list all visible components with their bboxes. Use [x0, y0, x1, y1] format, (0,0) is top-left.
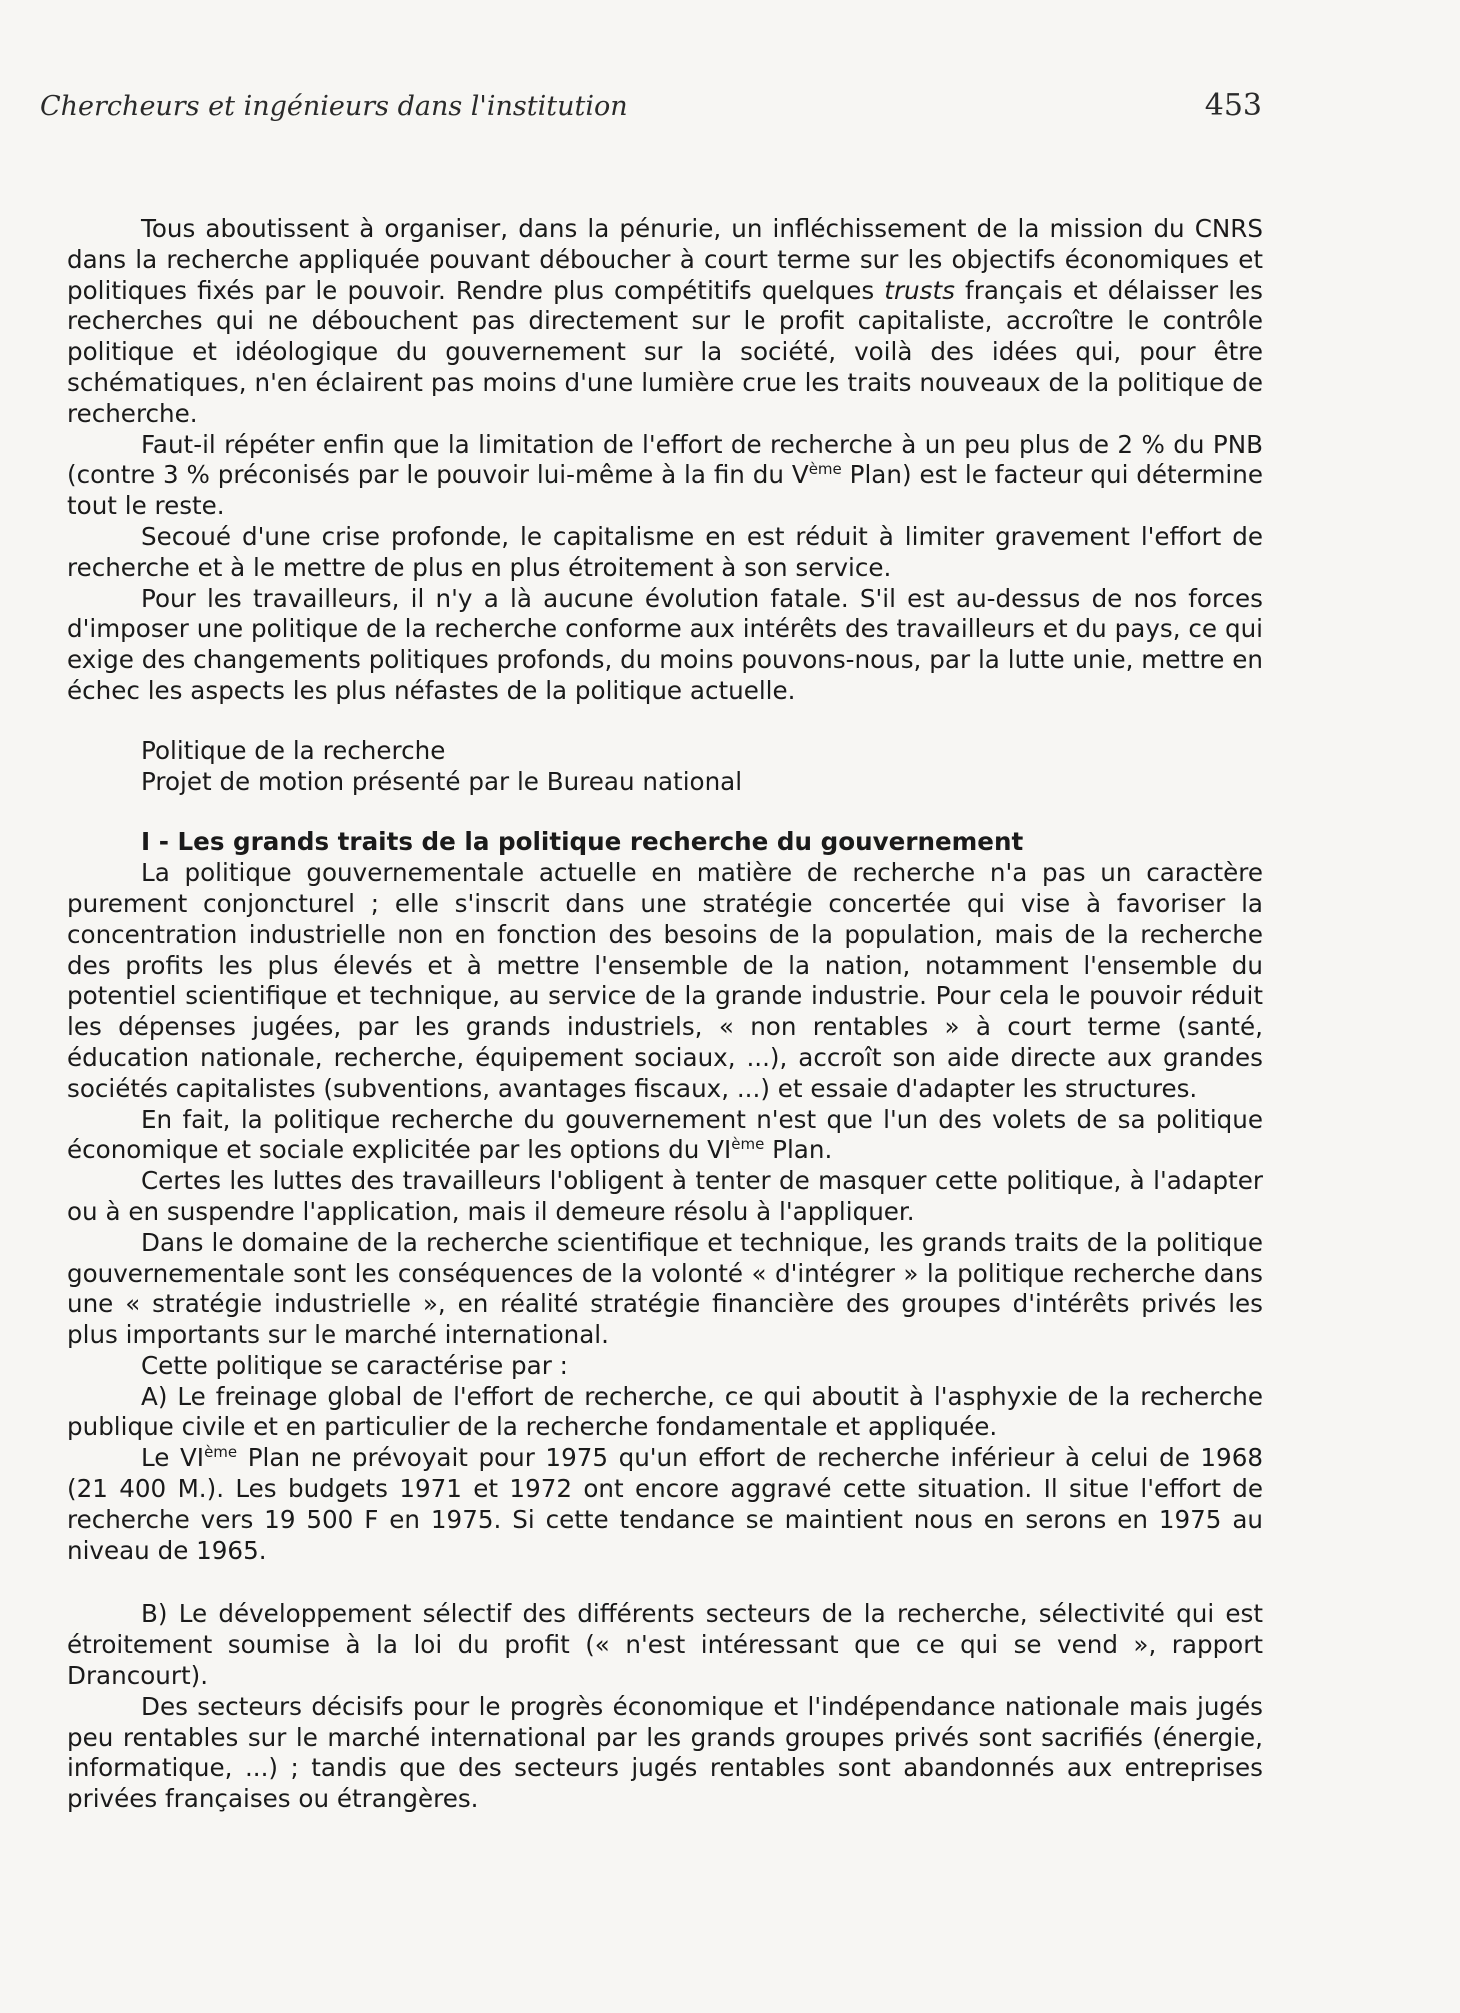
motion-title: Politique de la recherche: [141, 735, 446, 765]
paragraph: La politique gouvernementale actuelle en matière de recherche n'a pas un caractère purement conjoncturel ; elle s'inscrit dans une stratégie concertée qui vise à favoriser la concentration industrielle non en fonction des besoins de la population, mais de la recherche des profits les plus élevés et à mettre l'ensemble de la nation, notamment l'ensemble du potentiel scientifique et technique, au service de la grande industrie. Pour cela le pouvoir réduit les dépenses jugées, par les grands industriels, « non rentables » à court terme (santé, éducation nationale, recherche, équipement sociaux, ...), accroît son aide directe aux grandes sociétés capitalistes (subventions, avantages fiscaux, ...) et essaie d'adapter les structures.: [67, 858, 1263, 1103]
paragraph: B) Le développement sélectif des différents secteurs de la recherche, sélectivité qui est étroitement soumise à la loi du profit (« n'est intéressant que ce qui se vend », rapport Drancourt).: [67, 1599, 1263, 1691]
superscript: ème: [731, 1135, 765, 1154]
paragraph: [67, 1105, 1263, 1167]
paragraph: [67, 430, 1263, 522]
text-run: En fait, la politique recherche du gouvernement n'est que l'un des volets de sa politique économique et sociale explicitée par les options du VI: [67, 1104, 1263, 1165]
body-text: [67, 214, 1263, 1815]
paragraph: Pour les travailleurs, il n'y a là aucune évolution fatale. S'il est au-dessus de nos forces d'imposer une politique de la recherche conforme aux intérêts des travailleurs et du pays, ce qui exige des changements politiques profonds, du moins pouvons-nous, par la lutte unie, mettre en échec les aspects les plus néfastes de la politique actuelle.: [67, 583, 1263, 705]
paragraph: Certes les luttes des travailleurs l'obligent à tenter de masquer cette politique, à l'adapter ou à en suspendre l'application, mais il demeure résolu à l'appliquer.: [67, 1166, 1263, 1226]
superscript: ème: [204, 1443, 238, 1462]
motion-subtitle: Projet de motion présenté par le Bureau national: [141, 766, 743, 796]
running-title: Chercheurs et ingénieurs dans l'institution: [40, 91, 628, 122]
text-run: Plan) est le facteur qui détermine tout le reste.: [67, 460, 1263, 521]
text-run: Plan.: [764, 1135, 833, 1165]
text-run: Tous aboutissent à organiser, dans la pénurie, un infléchissement de la mission du CNRS dans la recherche appliquée pouvant déboucher à court terme sur les objectifs économiques et politiques fixés par le pouvoir. Rendre plus compétitifs quelques: [67, 214, 1263, 305]
paragraph: [67, 214, 1263, 430]
text-run: Plan ne prévoyait pour 1975 qu'un effort de recherche inférieur à celui de 1968 (21 400 M.). Les budgets 1971 et 1972 ont encore aggravé cette situation. Il situe l'effort de recherche vers 19 500 F en 1975. Si cette tendance se maintient nous en serons en 1975 au niveau de 1965.: [67, 1443, 1264, 1565]
paragraph: Cette politique se caractérise par :: [141, 1350, 568, 1380]
page-number: 453: [1204, 88, 1262, 123]
paragraph: Secoué d'une crise profonde, le capitalisme en est réduit à limiter gravement l'effort de recherche et à le mettre de plus en plus étroitement à son service.: [67, 521, 1263, 582]
superscript: ème: [808, 460, 842, 479]
running-head: [40, 88, 1262, 123]
text-run: Le VI: [141, 1443, 205, 1473]
paragraph: Dans le domaine de la recherche scientifique et technique, les grands traits de la politique gouvernementale sont les conséquences de la volonté « d'intégrer » la politique recherche dans une « stratégie industrielle », en réalité stratégie financière des groupes d'intérêts privés les plus importants sur le marché international.: [67, 1227, 1263, 1350]
text-run: français et délaisser les recherches qui ne débouchent pas directement sur le profit capitaliste, accroître le contrôle politique et idéologique du gouvernement sur la société, voilà des idées qui, pour être schématiques, n'en éclairent pas moins d'une lumière crue les traits nouveaux de la politique de recherche.: [67, 275, 1263, 428]
paragraph: A) Le freinage global de l'effort de recherche, ce qui aboutit à l'asphyxie de la recherche publique civile et en particulier de la recherche fondamentale et appliquée.: [67, 1381, 1263, 1442]
paragraph: [67, 1443, 1263, 1566]
italic-term: trusts: [884, 275, 955, 305]
section-heading: I - Les grands traits de la politique recherche du gouvernement: [141, 827, 1024, 857]
paragraph: Des secteurs décisifs pour le progrès économique et l'indépendance nationale mais jugés peu rentables sur le marché international par les grands groupes privés sont sacrifiés (énergie, informatique, ...) ; tandis que des secteurs jugés rentables sont abandonnés aux entreprises privées françaises ou étrangères.: [67, 1691, 1263, 1814]
text-run: Faut-il répéter enfin que la limitation de l'effort de recherche à un peu plus de 2 % du PNB (contre 3 % préconisés par le pouvoir lui-même à la fin du V: [67, 429, 1263, 490]
